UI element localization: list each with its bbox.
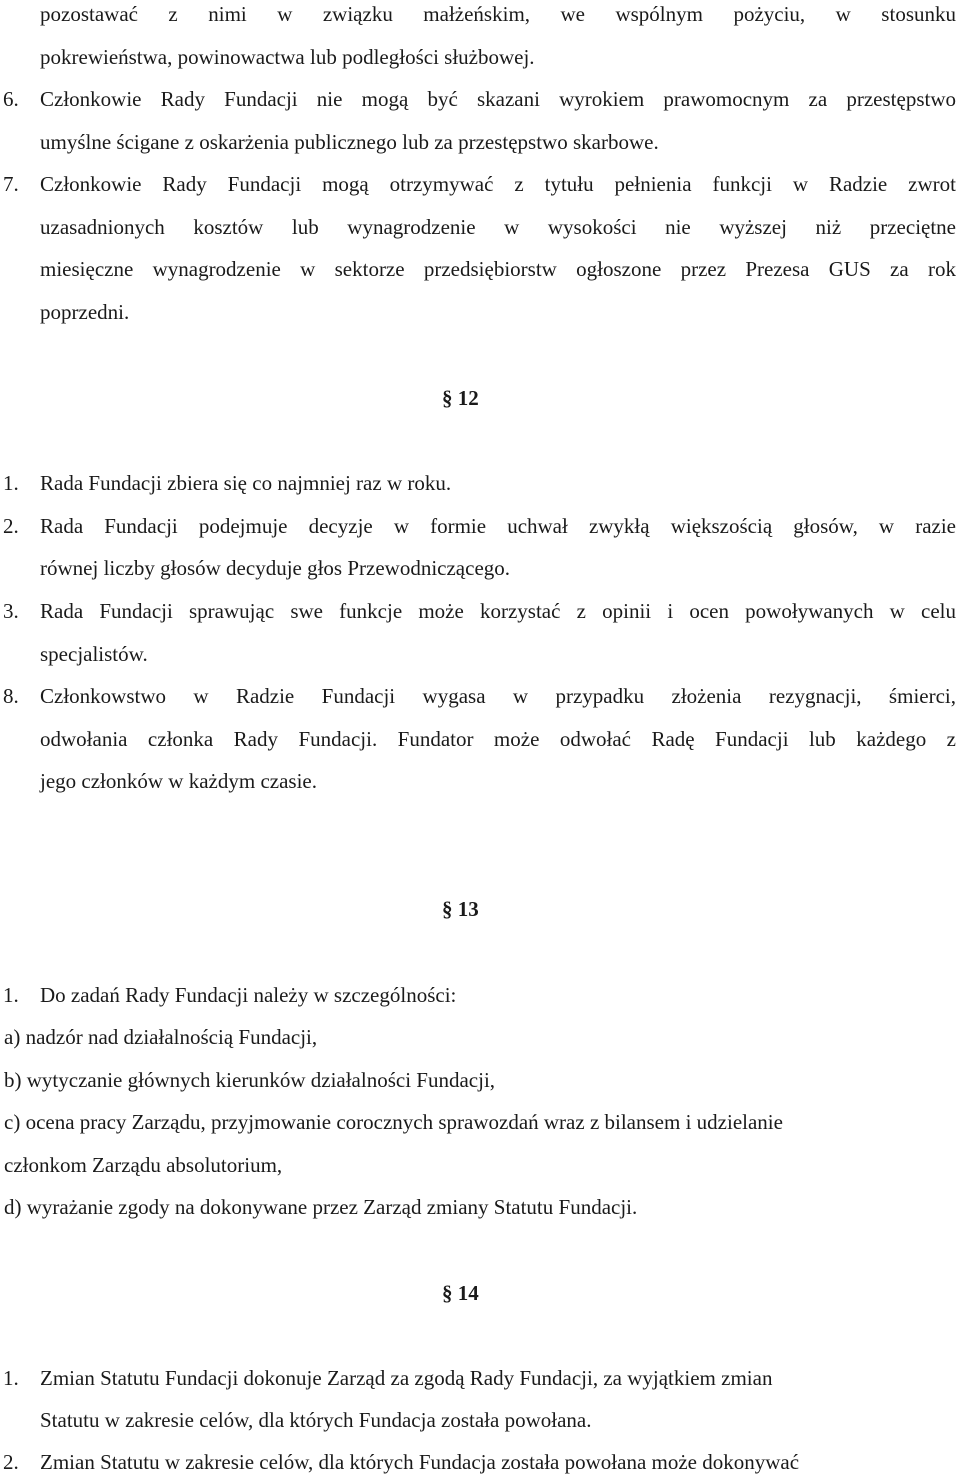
text-line: a) nadzór nad działalnością Fundacji, bbox=[4, 1025, 318, 1049]
text-line: miesięczne wynagrodzenie w sektorze przedsiębiorstw ogłoszone przez Prezesa GUS za rok bbox=[40, 257, 956, 281]
text-line: Członkowie Rady Fundacji nie mogą być skazani wyrokiem prawomocnym za przestępstwo bbox=[40, 87, 956, 111]
item-number: 7. bbox=[3, 172, 19, 196]
text-line: odwołania członka Rady Fundacji. Fundator może odwołać Radę Fundacji lub każdego z bbox=[40, 727, 956, 751]
text-line: jego członków w każdym czasie. bbox=[40, 769, 317, 793]
text-line: umyślne ścigane z oskarżenia publicznego lub za przestępstwo skarbowe. bbox=[40, 130, 659, 154]
text-line: uzasadnionych kosztów lub wynagrodzenie w wysokości nie wyższej niż przeciętne bbox=[40, 215, 956, 239]
text-line: d) wyrażanie zgody na dokonywane przez Zarząd zmiany Statutu Fundacji. bbox=[4, 1195, 638, 1219]
text-line: członkom Zarządu absolutorium, bbox=[4, 1153, 283, 1177]
text-line: c) ocena pracy Zarządu, przyjmowanie corocznych sprawozdań wraz z bilansem i udzielanie bbox=[4, 1110, 783, 1134]
text-line: Członkowstwo w Radzie Fundacji wygasa w przypadku złożenia rezygnacji, śmierci, bbox=[40, 684, 956, 708]
text-line: pokrewieństwa, powinowactwa lub podległości służbowej. bbox=[40, 45, 535, 69]
item-number: 8. bbox=[3, 684, 19, 708]
text-line: Zmian Statutu Fundacji dokonuje Zarząd za zgodą Rady Fundacji, za wyjątkiem zmian bbox=[40, 1366, 773, 1390]
section-number: § 12 bbox=[442, 386, 479, 410]
text-line: Rada Fundacji zbiera się co najmniej raz w roku. bbox=[40, 471, 452, 495]
text-line: równej liczby głosów decyduje głos Przewodniczącego. bbox=[40, 556, 511, 580]
text-line: Do zadań Rady Fundacji należy w szczególności: bbox=[40, 983, 457, 1007]
text-line: pozostawać z nimi w związku małżeńskim, we wspólnym pożyciu, w stosunku bbox=[40, 2, 956, 26]
item-number: 3. bbox=[3, 599, 19, 623]
text-line: Rada Fundacji sprawując swe funkcje może korzystać z opinii i ocen powoływanych w celu bbox=[40, 599, 956, 623]
text-line: specjalistów. bbox=[40, 642, 148, 666]
text-line: Statutu w zakresie celów, dla których Fundacja została powołana. bbox=[40, 1408, 592, 1432]
item-number: 2. bbox=[3, 1450, 19, 1474]
text-line: poprzedni. bbox=[40, 300, 130, 324]
section-number: § 14 bbox=[442, 1281, 479, 1305]
text-line: Członkowie Rady Fundacji mogą otrzymywać z tytułu pełnienia funkcji w Radzie zwrot bbox=[40, 172, 956, 196]
item-number: 1. bbox=[3, 983, 19, 1007]
text-line: Rada Fundacji podejmuje decyzje w formie uchwał zwykłą większością głosów, w razie bbox=[40, 514, 956, 538]
item-number: 2. bbox=[3, 514, 19, 538]
text-line: Zmian Statutu w zakresie celów, dla których Fundacja została powołana może dokonywać bbox=[40, 1450, 800, 1474]
item-number: 1. bbox=[3, 1366, 19, 1390]
section-number: § 13 bbox=[442, 897, 479, 921]
item-number: 6. bbox=[3, 87, 19, 111]
item-number: 1. bbox=[3, 471, 19, 495]
text-line: b) wytyczanie głównych kierunków działalności Fundacji, bbox=[4, 1068, 496, 1092]
